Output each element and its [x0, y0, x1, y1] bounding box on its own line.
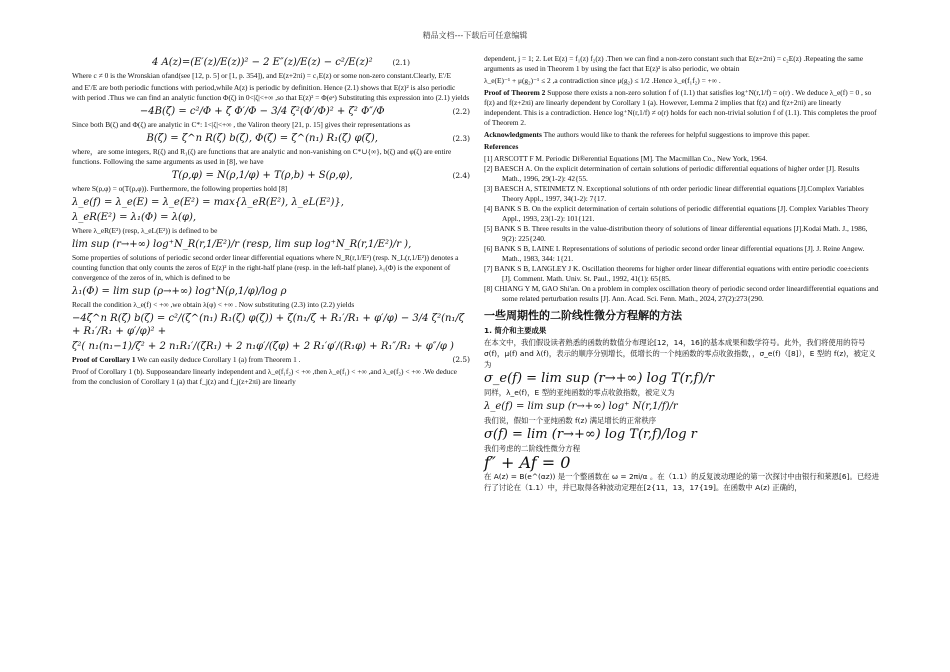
- references-title: References: [484, 142, 519, 151]
- paragraph: Proof of Corollary 1 (b). Supposeandare linearly independent and λ_e(f₁f₂) < +∞ ,then λ_e(f₁) < +∞ ,and λ_e(f₂) < +∞ .We deduce from the conclusion of Corollary 1 (a) that f_j(z) and f_j(z+2πi) are linearly: [72, 367, 457, 386]
- chinese-paragraph: 在 A(z) = B(e^(αz)) 是一个整函数在 ω = 2πi/α 。在（1.1）的反复波动理论的第一次探讨中由银行和莱恩[6]。已经进行了讨论在（1.1）中，并已取得各种波动定理在[2{11，13，17{19]。在函数中 A(z) 正确的，: [484, 472, 880, 492]
- equation: λ_e(f) = lim sup (r→+∞) log⁺ N(r,1/f)/r: [484, 401, 678, 412]
- paragraph: Recall the condition λ_e(f) < +∞ ,we obtain λ(φ) < +∞ . Now substituting (2.3) into (2.2) yields: [72, 300, 355, 309]
- acknowledgments: Acknowledgments The authors would like to thank the referees for helpful suggestions to improve this paper.: [484, 130, 810, 139]
- chinese-paragraph: 我们说，假如一个亚纯函数 f(z) 满足增长的正常秩序: [484, 416, 657, 425]
- equation: σ_e(f) = lim sup (r→+∞) log T(r,f)/r: [484, 371, 715, 386]
- equation-number: (2.4): [452, 171, 470, 180]
- equation-2-1: 4 A(z)=(E′(z)/E(z))² − 2 E″(z)/E(z) − c²/E(z)² (2.1): [152, 57, 410, 68]
- chinese-paragraph: 在本文中，我们假设读者熟悉的函数的数值分布理论[12，14，16]的基本成果和数学符号。此外，我们将使用的符号σ(f)，μ(f) and λ(f)，表示的顺序分别增长，低增长的一个纯函数的零点收敛指数，，σ_e(f)（[8]），E 型的 f(z)，被定义为: [484, 338, 876, 369]
- chinese-section-title: 一些周期性的二阶线性微分方程解的方法: [484, 309, 682, 322]
- equation-2-2: −4B(ζ) = c²/Φ + ζ Φ′/Φ − 3/4 ζ²(Φ′/Φ)² + ζ² Φ″/Φ (2.2): [139, 106, 470, 117]
- reference-item: [6] BANK S B, LAINE I. Representations of solutions of periodic second order linear differential equations [J]. J. Reine Angew. Math., 1983, 344: 1{21.: [484, 244, 865, 263]
- equation-number: (2.5): [452, 355, 470, 364]
- paragraph: Where c ≠ 0 is the Wronskian ofand(see [12, p. 5] or [1, p. 354]), and E(z+2πi) = c₁E(z) or some non-zero constant.Clearly, E′/E: [72, 71, 451, 80]
- paragraph: Some properties of solutions of periodic second order linear differential equations where N_R(r,1/E²) (resp. N_L(r,1/E²)) denotes a counting function that only counts the zeros of E(z)² in the right-half plane (resp. in the left-half plane), λ₁(Φ) is the exponent of convergence of the zeros of in, which is defined to be: [72, 253, 459, 282]
- chinese-paragraph: 同样，λ_e(f)，E 型的亚纯函数的零点收敛指数，被定义为: [484, 388, 675, 397]
- acknowledgments-title: Acknowledgments: [484, 130, 542, 139]
- reference-item: [4] BANK S B. On the explicit determination of certain solutions of periodic differential equations [J]. Complex Variables Theory Appl., 1993, 23(1-2): 101{121.: [484, 204, 869, 223]
- theorem-proof: Proof of Theorem 2 Suppose there exists a non-zero solution f of (1.1) that satisfies log⁺N(r,1/f) = o(r) . We deduce λ_e(f) = 0 , so f(z) and f(z+2πi) are linearly dependent by Corollary 1 (a). However, Lemma 2 implies that f(z) and f(z+2πi) are linearly independent. This is a contradiction. Hence log⁺N(r,1/f) ≠ o(r) holds for each non-trivial solution f of (1.1). This completes the proof of Theorem 2.: [484, 88, 877, 127]
- equation: λ₁(Φ) = lim sup (ρ→+∞) log⁺N(ρ,1/φ)/log ρ: [72, 286, 287, 297]
- page-header: 精品文档---下载后可任意编辑: [422, 31, 528, 40]
- chinese-paragraph: 我们考虑的二阶线性微分方程: [484, 444, 581, 453]
- chinese-subsection-title: 1. 简介和主要成果: [484, 326, 547, 335]
- equation-number: (2.1): [392, 58, 410, 67]
- equation-number: (2.2): [452, 107, 470, 116]
- paragraph: and E′/E are both periodic functions with period,while A(z) is periodic by definition. Hence (2.1) shows that E(z)² is also periodic with period .Thus we can find an analytic function Φ(ζ) in 0<|ζ|<+∞ ,so that E(z)² = Φ(eᶻ) Substituting this expression into (2.1) yields: [72, 83, 470, 102]
- equation: σ(f) = lim (r→+∞) log T(r,f)/log r: [484, 427, 697, 442]
- paragraph: dependent, j = 1; 2. Let E(z) = f₁(z) f₂(z) .Then we can find a non-zero constant such that E(z+2πi) = c₂E(z) .Repeating the same arguments as used in Theorem 1 by using the fact that E(z)² is also periodic, we obtain: [484, 54, 864, 73]
- reference-item: [3] BAESCH A, STEINMETZ N. Exceptional solutions of nth order periodic linear differential equations [J].Complex Variables Theory Appl., 1997, 34(1-2): 7{17.: [484, 184, 864, 203]
- theorem-title: Proof of Theorem 2: [484, 88, 546, 97]
- equation: lim sup (r→+∞) log⁺N_R(r,1/E²)/r (resp, lim sup log⁺N_R(r,1/E²)/r ),: [72, 239, 412, 250]
- paragraph: Since both B(ζ) and Φ(ζ) are analytic in C*: 1<|ζ|<+∞ , the Valiron theory [21, p. 15] gives their representations as: [72, 120, 411, 129]
- equation-2-3: B(ζ) = ζ^n R(ζ) b(ζ), Φ(ζ) = ζ^(n₁) R₁(ζ) φ(ζ), (2.3): [146, 133, 470, 144]
- paragraph: where，are some integers, R(ζ) and R₁(ζ) are functions that are analytic and non-vanishing on C*∪{∞}, b(ζ) and φ(ζ) are entire functions. Following the same arguments as used in [8], we have: [72, 147, 452, 166]
- equation: λ_eR(E²) = λ₁(Φ) = λ(φ),: [72, 212, 197, 223]
- reference-item: [7] BANK S B, LANGLEY J K. Oscillation theorems for higher order linear differential equations with entire periodic coe±cients [J]. Comment. Math. Univ. St. Paul., 1992, 41(1): 65{85.: [484, 264, 869, 283]
- equation-2-5: ζ²( n₁(n₁−1)/ζ² + 2 n₁R₁′/(ζR₁) + 2 n₁φ′/(ζφ) + 2 R₁′φ′/(R₁φ) + R₁″/R₁ + φ″/φ ) (2.5): [72, 341, 470, 364]
- reference-item: [2] BAESCH A. On the explicit determination of certain solutions of periodic differential equations of higher order [J]. Results Math., 1996, 29(1-2): 42{55.: [484, 164, 860, 183]
- corollary-paragraph: Proof of Corollary 1 We can easily deduce Corollary 1 (a) from Theorem 1 .: [72, 355, 301, 364]
- equation-1-1: f″ + Af = 0: [484, 453, 571, 472]
- equation: −4ζ^n R(ζ) b(ζ) = c²/(ζ^(n₁) R₁(ζ) φ(ζ)) + ζ(n₁/ζ + R₁′/R₁ + φ′/φ) − 3/4 ζ²(n₁/ζ + R₁′/R₁ + φ′/φ)² +: [72, 313, 465, 337]
- reference-item: [8] CHIANG Y M, GAO Shi'an. On a problem in complex oscillation theory of periodic second order lineardifferential equations and some related perturbation results [J]. Ann. Acad. Sci. Fenn. Math., 2024, 27(2):273{290.: [484, 284, 879, 303]
- equation: λ_e(f) = λ_e(E) = λ_e(E²) = max{λ_eR(E²), λ_eL(E²)},: [72, 197, 344, 208]
- paragraph: Where λ_eR(E²) (resp, λ_eL(E²)) is defined to be: [72, 226, 218, 235]
- equation-number: (2.3): [452, 134, 470, 143]
- left-column: [72, 54, 470, 389]
- paragraph: where S(ρ,φ) = o(T(ρ,φ)). Furthermore, the following properties hold [8]: [72, 184, 288, 193]
- paragraph: λ_e(E)⁻¹ + μ(g₂)⁻¹ ≤ 2 ,a contradiction since μ(g₂) ≤ 1/2 .Hence λ_e(f₁f₂) = +∞ .: [484, 76, 721, 85]
- corollary-title: Proof of Corollary 1: [72, 355, 136, 364]
- equation-2-4: T(ρ,φ) = N(ρ,1/φ) + T(ρ,b) + S(ρ,φ), (2.4): [171, 170, 470, 181]
- reference-item: [1] ARSCOTT F M. Periodic Di®erential Equations [M]. The Macmillan Co., New York, 1964.: [484, 154, 768, 163]
- reference-item: [5] BANK S B. Three results in the value-distribution theory of solutions of linear differential equations [J].Kodai Math. J., 1986, 9(2): 225{240.: [484, 224, 868, 243]
- right-column: [484, 54, 880, 494]
